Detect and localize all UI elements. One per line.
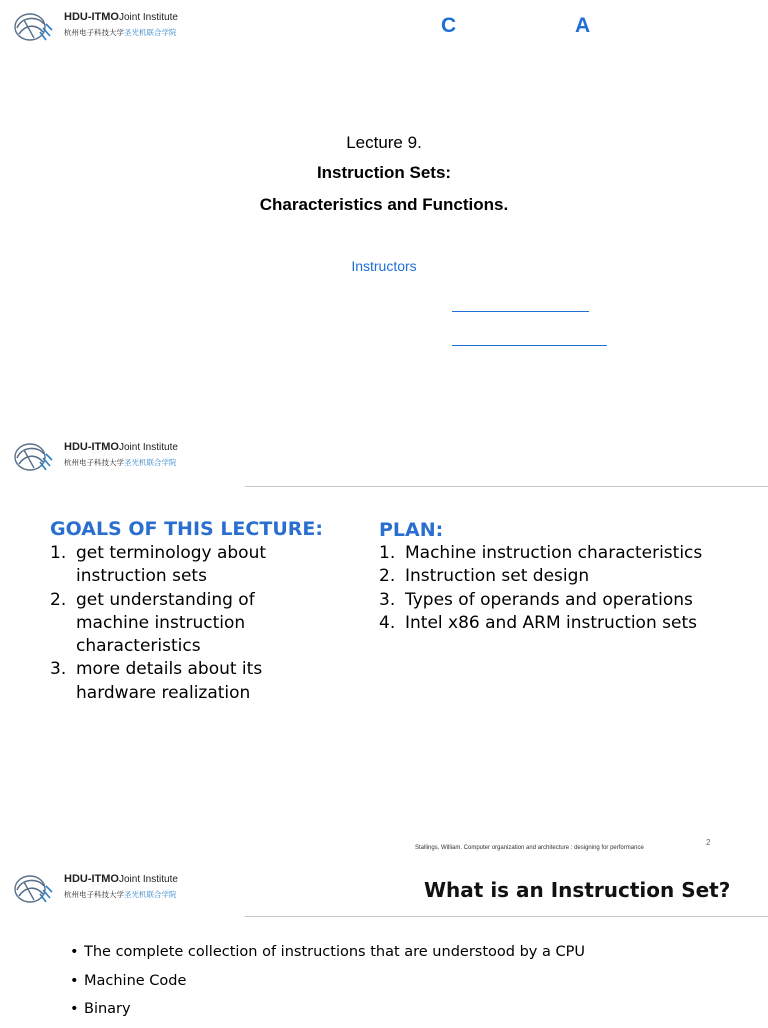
goals-list <box>50 542 315 705</box>
slide-instruction-set <box>0 862 768 1024</box>
slide-goals-plan <box>0 432 768 857</box>
emblem-icon <box>10 440 54 474</box>
bullet-item: • Binary <box>70 1001 131 1017</box>
goals-item: 1. get terminology about instruction sets <box>50 543 267 587</box>
plan-item: 1. Machine instruction characteristics <box>379 543 703 563</box>
institute-logo <box>10 10 190 44</box>
header-divider <box>245 916 768 917</box>
goals-heading: GOALS OF THIS LECTURE: <box>50 518 323 540</box>
lecture-title-line1: Instruction Sets: <box>316 163 452 182</box>
logo-chinese-name: 杭州电子科技大学圣光机联合学院 <box>64 458 177 467</box>
header-letter-c: C <box>441 14 457 37</box>
goals-item: 3. more details about its hardware realization <box>50 659 263 703</box>
bullet-item: • Machine Code <box>70 972 187 989</box>
plan-item: 3. Types of operands and operations <box>379 589 693 610</box>
logo-name: HDU-ITMOJoint Institute <box>64 441 178 453</box>
bullet-item: • The complete collection of instructions that are understood by a CPU <box>70 944 585 960</box>
instructor-link-2[interactable] <box>452 345 607 346</box>
logo-chinese-name: 杭州电子科技大学圣光机联合学院 <box>64 890 177 899</box>
logo-name: HDU-ITMOJoint Institute <box>64 873 178 885</box>
goals-item: 2. get understanding of machine instruction characteristics <box>50 589 255 657</box>
instructors-label: Instructors <box>351 258 417 274</box>
page-number: 2 <box>706 838 711 847</box>
logo-name: HDU-ITMOJoint Institute <box>64 11 178 23</box>
plan-item: 4. Intel x86 and ARM instruction sets <box>379 612 697 633</box>
lecture-title-line2: Characteristics and Functions. <box>259 195 509 214</box>
bullet-dot-icon: • <box>70 1001 79 1017</box>
logo-chinese-name: 杭州电子科技大学圣光机联合学院 <box>64 28 177 37</box>
plan-item: 2. Instruction set design <box>379 566 590 587</box>
bullet-dot-icon: • <box>70 972 79 989</box>
plan-list <box>379 542 764 635</box>
bullet-dot-icon: • <box>70 944 79 960</box>
header-divider <box>245 486 768 487</box>
plan-heading: PLAN: <box>379 519 444 541</box>
institute-logo <box>10 872 190 906</box>
slide-title: What is an Instruction Set? <box>424 878 731 902</box>
emblem-icon <box>10 10 54 44</box>
emblem-icon <box>10 872 54 906</box>
reference-footnote: Stallings, William. Computer organization and architecture : designing for performance <box>415 845 644 851</box>
bullet-list <box>70 942 585 1028</box>
instructor-link-1[interactable] <box>452 311 589 312</box>
header-letter-a: A <box>575 14 591 37</box>
lecture-number: Lecture 9. <box>346 133 422 152</box>
institute-logo <box>10 440 190 474</box>
slide-title <box>0 0 768 415</box>
